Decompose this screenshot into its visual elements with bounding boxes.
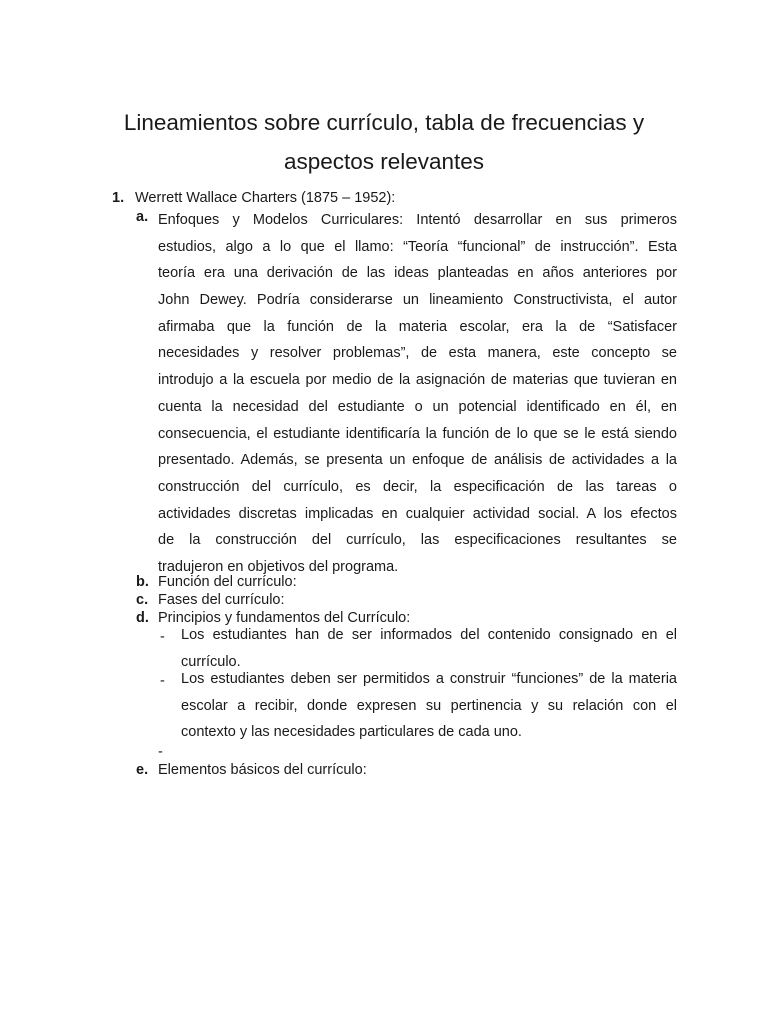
list-letter-a: a. bbox=[136, 209, 149, 225]
bullet-dash: - bbox=[160, 673, 165, 689]
author-heading: Werrett Wallace Charters (1875 – 1952): bbox=[135, 190, 396, 206]
empty-bullet-dash: - bbox=[158, 744, 163, 760]
paragraph-line: introdujo a la escuela por medio de la asignación de materias que tuvieran en bbox=[158, 372, 677, 389]
list-letter-b: b. bbox=[136, 574, 149, 590]
list-letter-d: d. bbox=[136, 610, 149, 626]
paragraph-line: actividades discretas implicadas en cualquier actividad social. A los efectos bbox=[158, 505, 677, 522]
bullet-line: currículo. bbox=[181, 653, 241, 670]
list-letter-c: c. bbox=[136, 592, 149, 608]
paragraph-line: consecuencia, el estudiante identificaría la función de lo que se le está siendo bbox=[158, 425, 677, 442]
document-title-line-1: Lineamientos sobre currículo, tabla de frecuencias y bbox=[123, 110, 645, 135]
bullet-line: escolar a recibir, donde expresen su pertinencia y su relación con el bbox=[181, 697, 677, 714]
paragraph-line: de la construcción del currículo, las especificaciones resultantes se bbox=[158, 532, 677, 549]
paragraph-line: cuenta la necesidad del estudiante o un potencial identificado en él, en bbox=[158, 398, 677, 415]
list-letter-e: e. bbox=[136, 762, 149, 778]
paragraph-line: John Dewey. Podría considerarse un lineamiento Constructivista, el autor bbox=[158, 292, 677, 309]
principle-bullet-1 bbox=[181, 622, 677, 669]
principle-bullet-2 bbox=[181, 666, 677, 739]
bullet-dash: - bbox=[160, 629, 165, 645]
paragraph-line: Enfoques y Modelos Curriculares: Intentó desarrollar en sus primeros bbox=[158, 212, 677, 228]
paragraph-line: necesidades y resolver problemas”, de esta manera, este concepto se bbox=[158, 345, 677, 362]
paragraph-line: teoría era una derivación de las ideas planteadas en años anteriores por bbox=[158, 265, 677, 282]
bullet-line: Los estudiantes han de ser informados del contenido consignado en el bbox=[181, 627, 677, 643]
bullet-line: Los estudiantes deben ser permitidos a construir “funciones” de la materia bbox=[181, 671, 677, 687]
curricular-approach-paragraph bbox=[158, 207, 677, 574]
paragraph-line: tradujeron en objetivos del programa. bbox=[158, 558, 399, 575]
list-number-1: 1. bbox=[112, 190, 125, 206]
curriculum-principles-heading: Principios y fundamentos del Currículo: bbox=[158, 610, 411, 626]
basic-elements-heading: Elementos básicos del currículo: bbox=[158, 762, 367, 778]
paragraph-line: construcción del currículo, es decir, la especificación de las tareas o bbox=[158, 478, 677, 495]
paragraph-line: presentado. Además, se presenta un enfoque de análisis de actividades a la bbox=[158, 452, 677, 469]
bullet-line: contexto y las necesidades particulares de cada uno. bbox=[181, 724, 522, 741]
curriculum-function-heading: Función del currículo: bbox=[158, 574, 297, 590]
paragraph-line: afirmaba que la función de la materia escolar, era la de “Satisfacer bbox=[158, 318, 677, 335]
document-title-line-2: aspectos relevantes bbox=[283, 149, 485, 174]
paragraph-line: estudios, algo a lo que el llamo: “Teoría “funcional” de instrucción”. Esta bbox=[158, 238, 677, 255]
curriculum-phases-heading: Fases del currículo: bbox=[158, 592, 285, 608]
